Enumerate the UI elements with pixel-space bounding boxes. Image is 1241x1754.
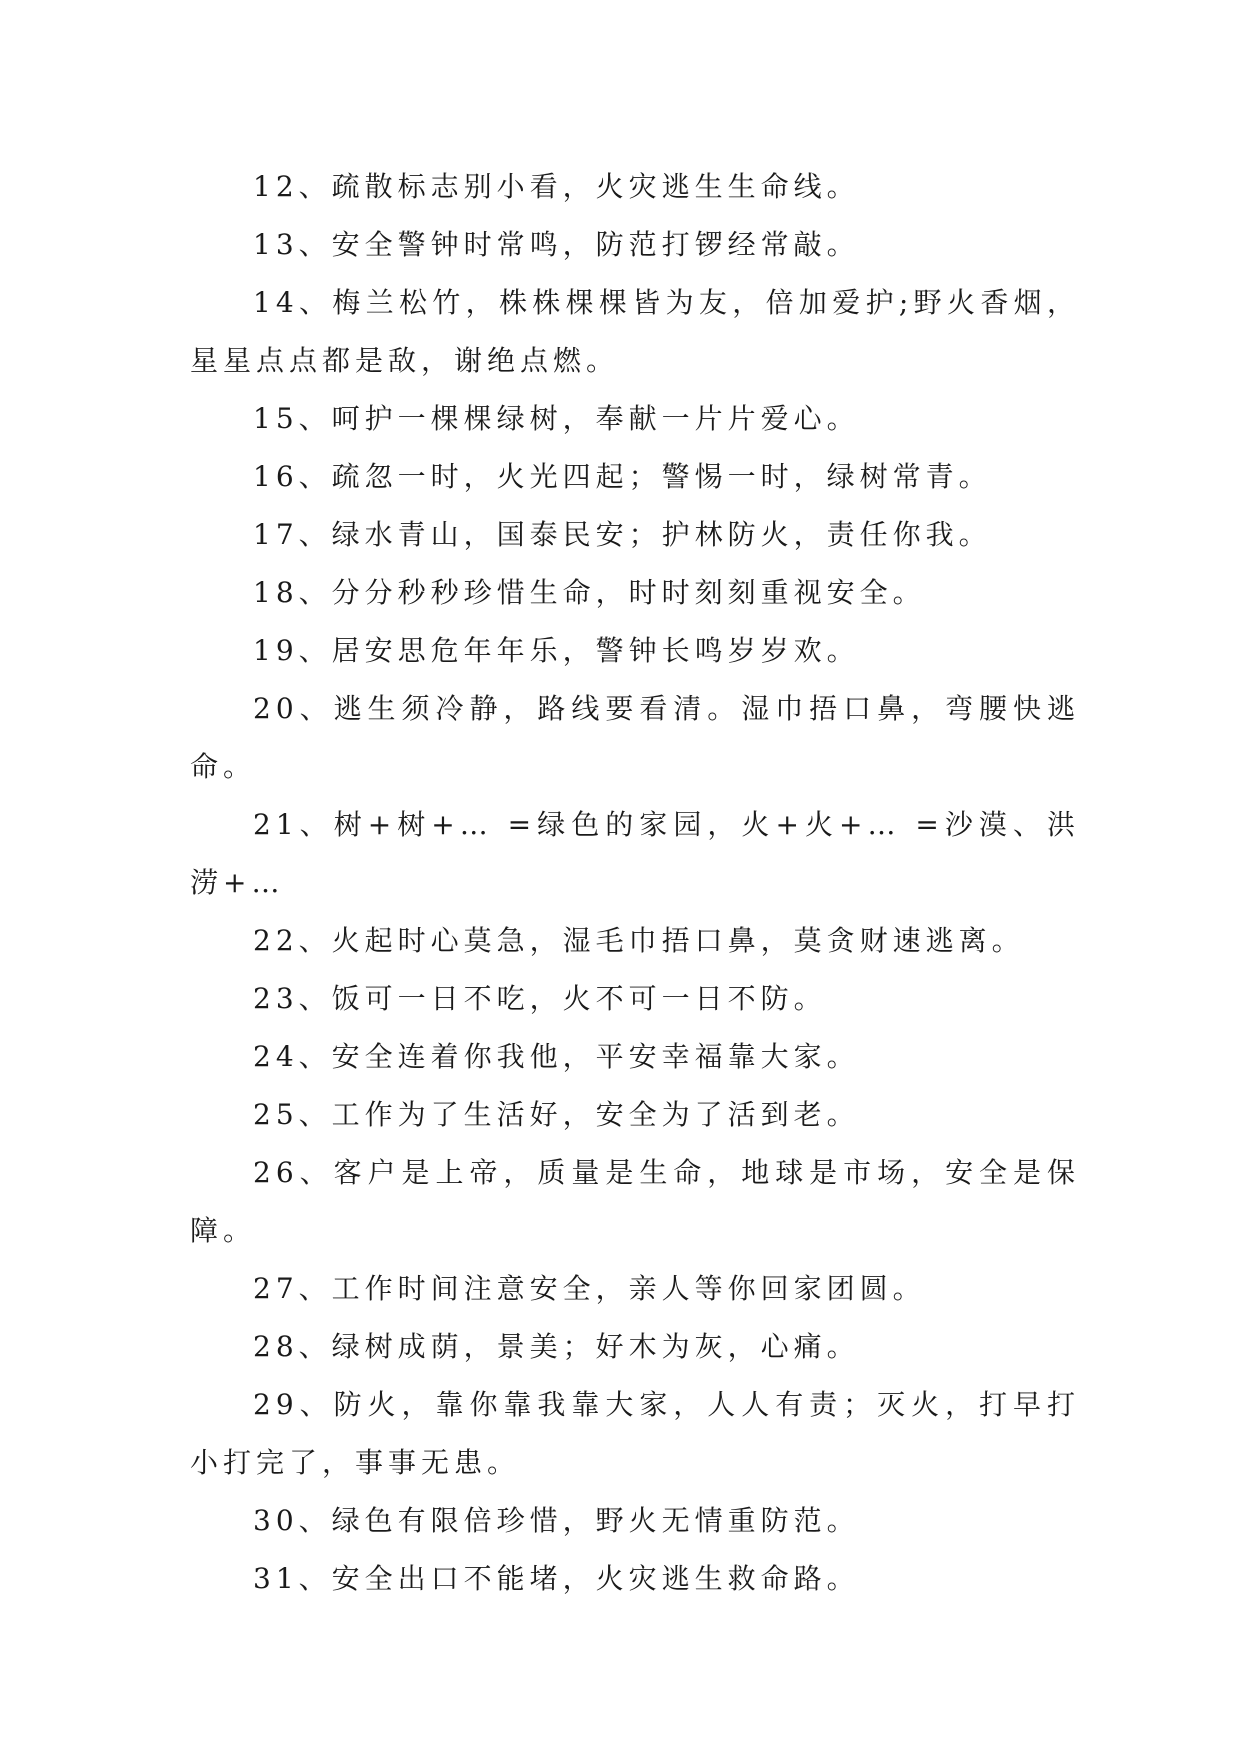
list-item: 18、分分秒秒珍惜生命，时时刻刻重视安全。 xyxy=(253,576,926,609)
list-item: 21、树+树+… =绿色的家园，火+火+… =沙漠、洪涝+… xyxy=(190,808,1080,899)
list-item: 23、饭可一日不吃，火不可一日不防。 xyxy=(253,982,827,1015)
list-item: 31、安全出口不能堵，火灾逃生救命路。 xyxy=(253,1562,860,1595)
slogan-list xyxy=(190,158,1080,1608)
list-item: 25、工作为了生活好，安全为了活到老。 xyxy=(253,1098,860,1131)
list-item: 24、安全连着你我他，平安幸福靠大家。 xyxy=(253,1040,860,1073)
list-item: 30、绿色有限倍珍惜，野火无情重防范。 xyxy=(253,1504,860,1537)
list-item: 15、呵护一棵棵绿树，奉献一片片爱心。 xyxy=(253,402,860,435)
list-item: 13、安全警钟时常鸣，防范打锣经常敲。 xyxy=(253,228,860,261)
list-item: 12、疏散标志别小看，火灾逃生生命线。 xyxy=(253,170,860,203)
list-item: 29、防火，靠你靠我靠大家，人人有责；灭火，打早打小打完了，事事无患。 xyxy=(190,1388,1080,1479)
list-item: 16、疏忽一时，火光四起；警惕一时，绿树常青。 xyxy=(253,460,992,493)
list-item: 27、工作时间注意安全，亲人等你回家团圆。 xyxy=(253,1272,926,1305)
list-item: 28、绿树成荫，景美；好木为灰，心痛。 xyxy=(253,1330,860,1363)
list-item: 14、梅兰松竹，株株棵棵皆为友，倍加爱护;野火香烟，星星点点都是敌，谢绝点燃。 xyxy=(190,286,1080,377)
list-item: 19、居安思危年年乐，警钟长鸣岁岁欢。 xyxy=(253,634,860,667)
list-item: 20、逃生须冷静，路线要看清。湿巾捂口鼻，弯腰快逃命。 xyxy=(190,692,1080,783)
list-item: 17、绿水青山，国泰民安；护林防火，责任你我。 xyxy=(253,518,992,551)
list-item: 22、火起时心莫急，湿毛巾捂口鼻，莫贪财速逃离。 xyxy=(253,924,1025,957)
list-item: 26、客户是上帝，质量是生命，地球是市场，安全是保障。 xyxy=(190,1156,1080,1247)
